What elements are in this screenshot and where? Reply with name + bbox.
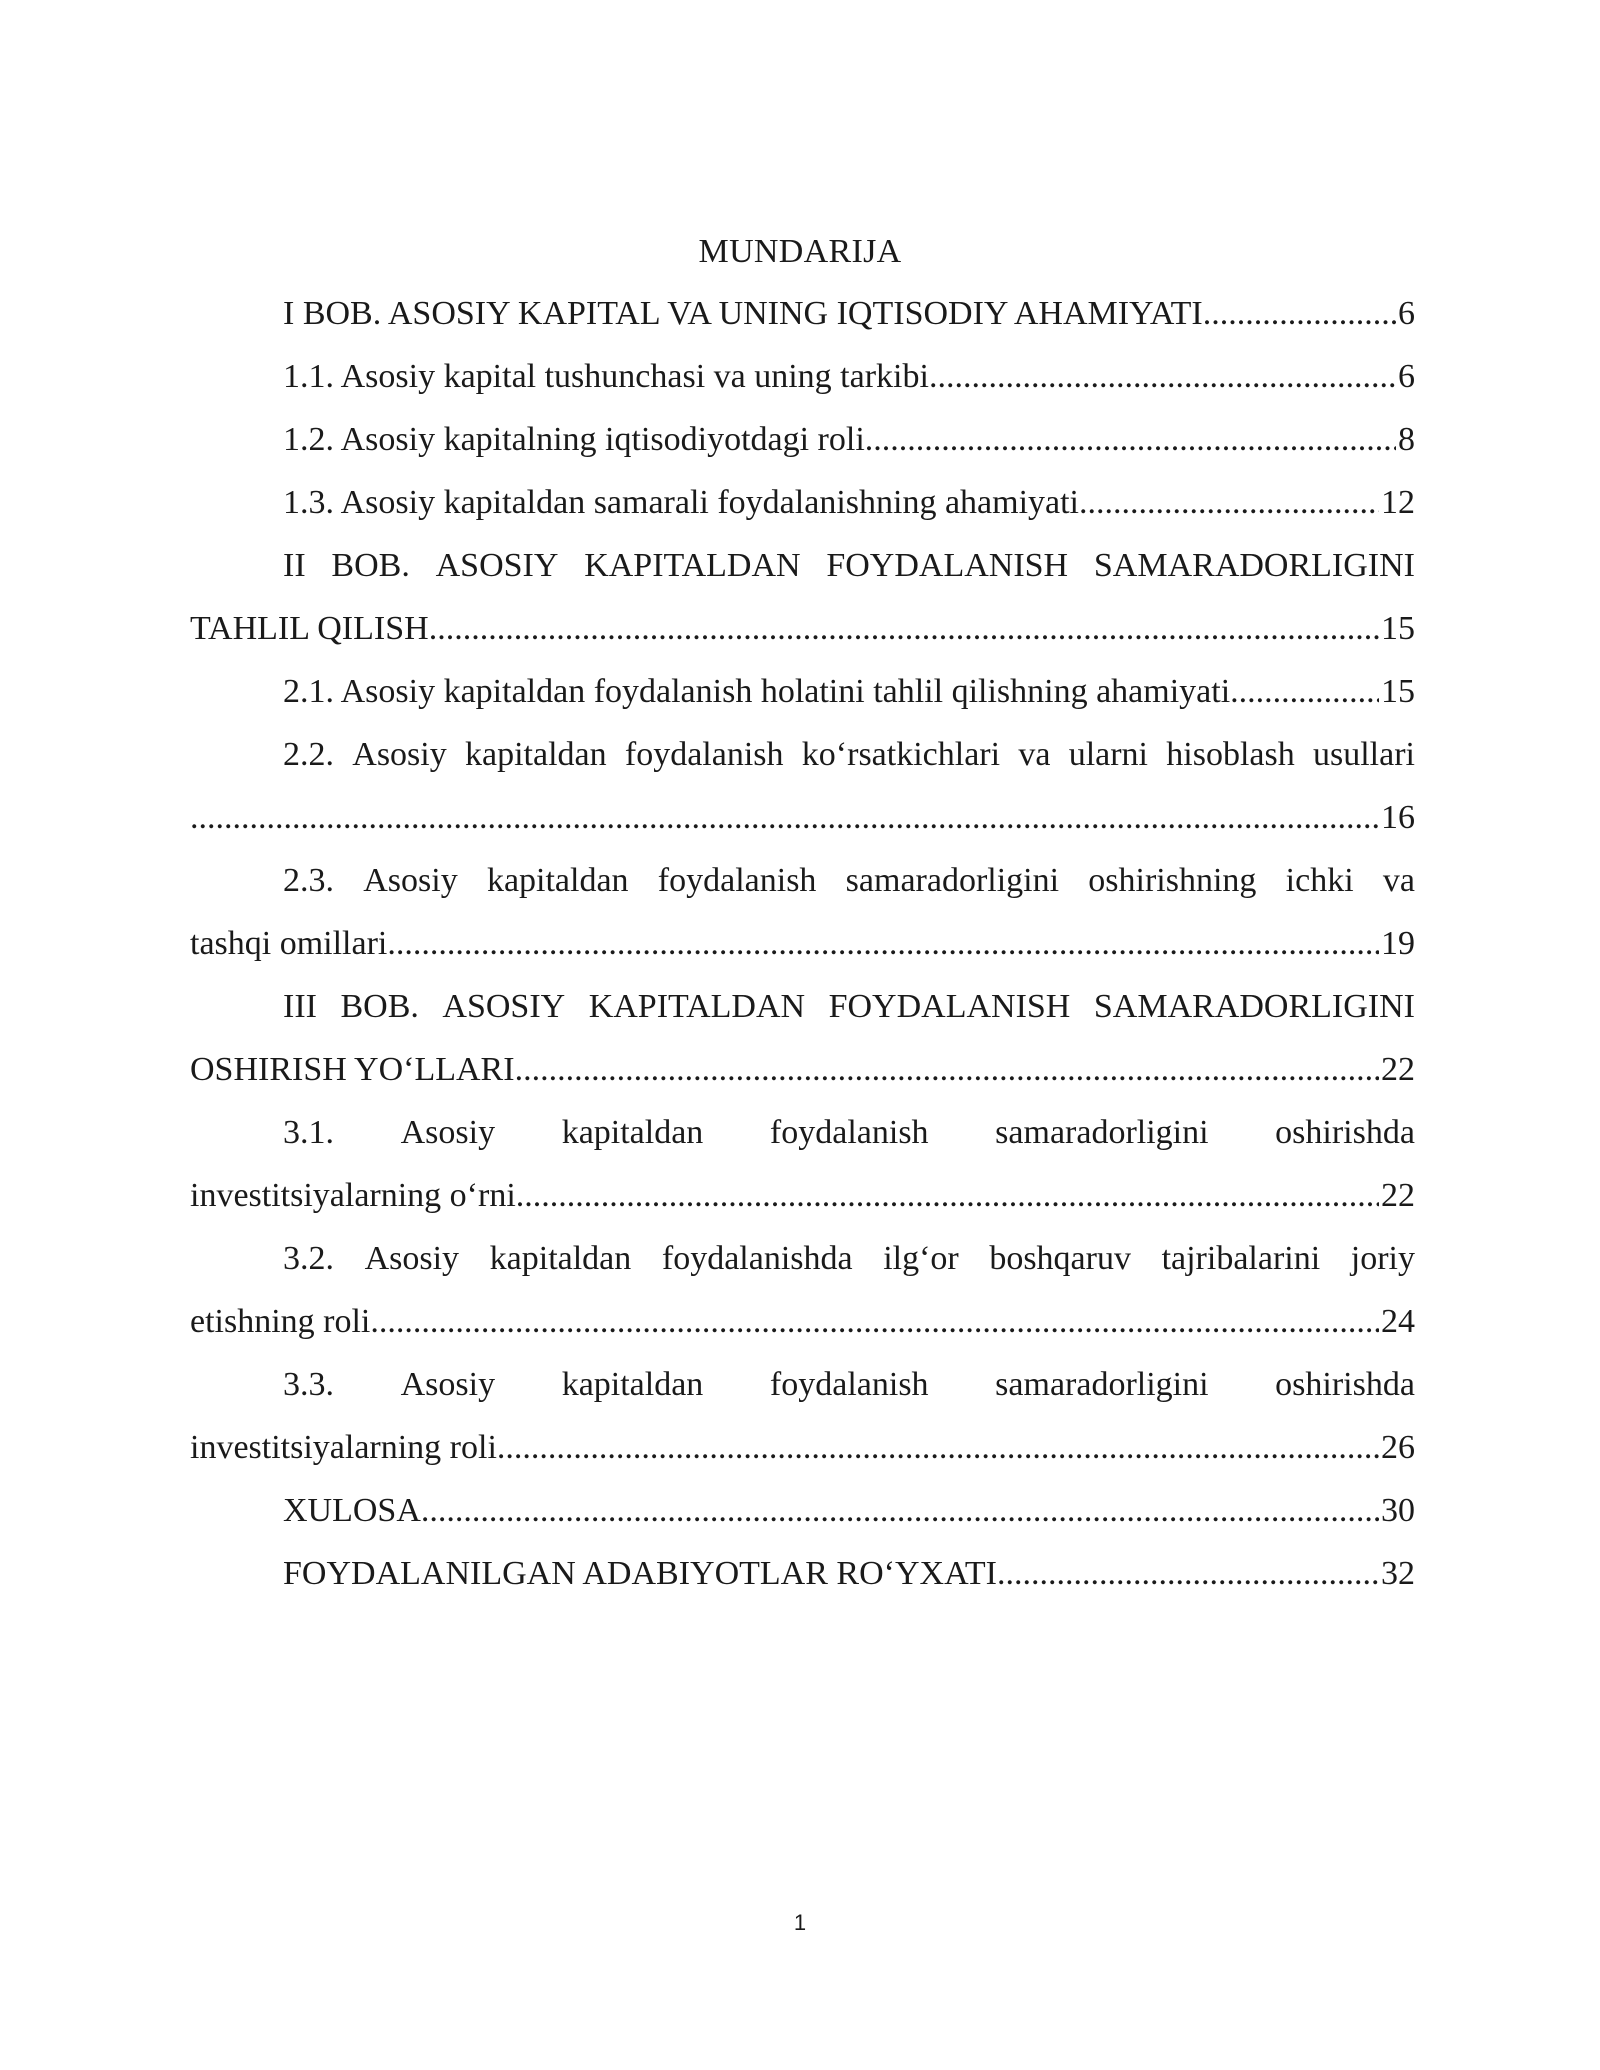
toc-word: ilg‘or [883, 1240, 959, 1277]
toc-page-number: 24 [1381, 1303, 1415, 1340]
toc-entry-section-2-2-line1[interactable] [190, 729, 1415, 792]
toc-word: ko‘rsatkichlari [801, 736, 1001, 773]
toc-entry-text: I BOB. ASOSIY KAPITAL VA UNING IQTISODIY AHAMIYATI [283, 295, 1203, 332]
toc-page-number: 30 [1381, 1492, 1415, 1529]
toc-entry-section-3-3-line1[interactable] [190, 1359, 1415, 1422]
toc-entry-section-2-2-line2[interactable] [190, 792, 1415, 855]
toc-word: ichki [1285, 862, 1354, 899]
toc-page-number: 19 [1381, 925, 1415, 962]
toc-entry-section-3-2-line2[interactable] [190, 1296, 1415, 1359]
toc-entry-section-3-1-line1[interactable] [190, 1107, 1415, 1170]
toc-page-number: 32 [1381, 1555, 1415, 1592]
toc-word: foydalanish [769, 1366, 929, 1403]
toc-word: oshirishda [1275, 1114, 1415, 1151]
toc-page-number: 12 [1381, 484, 1415, 521]
toc-entry-text: etishning roli [190, 1303, 371, 1340]
toc-entry-section-1-3[interactable] [190, 477, 1415, 540]
toc-word: kapitaldan [489, 1240, 632, 1277]
toc-word: 2.3. [283, 862, 334, 899]
toc-entry-section-1-2[interactable] [190, 414, 1415, 477]
toc-word: va [1018, 736, 1051, 773]
toc-word: Asosiy [400, 1114, 496, 1151]
toc-entry-section-1-1[interactable] [190, 351, 1415, 414]
toc-word: KAPITALDAN [588, 988, 806, 1025]
toc-entry-text: 2.1. Asosiy kapitaldan foydalanish holatini tahlil qilishning ahamiyati [283, 673, 1231, 710]
toc-word: foydalanishda [661, 1240, 853, 1277]
toc-word: 2.2. [283, 736, 334, 773]
toc-word: kapitaldan [465, 736, 607, 773]
toc-word: 3.2. [283, 1240, 334, 1277]
toc-entry-chapter-2-line2[interactable] [190, 603, 1415, 666]
dot-leader [515, 1044, 1379, 1096]
toc-word: kapitaldan [561, 1114, 704, 1151]
toc-entry-section-3-1-line2[interactable] [190, 1170, 1415, 1233]
toc-word: Asosiy [400, 1366, 496, 1403]
dot-leader [929, 351, 1396, 403]
toc-page-number: 6 [1398, 295, 1415, 332]
dot-leader [997, 1548, 1379, 1600]
toc-word: samaradorligini [845, 862, 1060, 899]
toc-entry-section-2-3-line1[interactable] [190, 855, 1415, 918]
toc-title: MUNDARIJA [698, 233, 902, 270]
toc-page-number: 15 [1381, 610, 1415, 647]
toc-word: FOYDALANISH [826, 547, 1069, 584]
toc-entry-text: investitsiyalarning roli [190, 1429, 497, 1466]
toc-entry-conclusion[interactable] [190, 1485, 1415, 1548]
toc-word: usullari [1312, 736, 1415, 773]
toc-word: foydalanish [624, 736, 784, 773]
toc-word: FOYDALANISH [828, 988, 1071, 1025]
toc-word: Asosiy [352, 736, 447, 773]
toc-word: 3.1. [283, 1114, 334, 1151]
page-number: 1 [793, 1910, 807, 1935]
toc-word: II [283, 547, 306, 584]
toc-word: boshqaruv [989, 1240, 1131, 1277]
dot-leader [497, 1422, 1379, 1474]
toc-page-number: 26 [1381, 1429, 1415, 1466]
toc-word: foydalanish [769, 1114, 929, 1151]
toc-entry-text: 1.2. Asosiy kapitalning iqtisodiyotdagi roli [283, 421, 865, 458]
toc-page-number: 22 [1381, 1177, 1415, 1214]
toc-entry-text: 1.1. Asosiy kapital tushunchasi va uning tarkibi [283, 358, 929, 395]
toc-word: SAMARADORLIGINI [1093, 988, 1415, 1025]
dot-leader [387, 918, 1379, 970]
toc-entry-chapter-3-line2[interactable] [190, 1044, 1415, 1107]
toc-word: Asosiy [364, 1240, 460, 1277]
dot-leader [1079, 477, 1379, 529]
toc-word: BOB. [340, 988, 419, 1025]
toc-word: ASOSIY [435, 547, 559, 584]
toc-entry-section-2-1[interactable] [190, 666, 1415, 729]
toc-word: SAMARADORLIGINI [1093, 547, 1415, 584]
dot-leader [429, 603, 1379, 655]
toc-word: samaradorligini [995, 1114, 1209, 1151]
toc-word: joriy [1350, 1240, 1415, 1277]
dot-leader [516, 1170, 1379, 1222]
toc-word: oshirishda [1275, 1366, 1415, 1403]
dot-leader [190, 792, 1379, 844]
toc-entry-text: XULOSA [283, 1492, 421, 1529]
toc-entry-text: investitsiyalarning o‘rni [190, 1177, 516, 1214]
toc-entry-section-3-2-line1[interactable] [190, 1233, 1415, 1296]
toc-word: samaradorligini [995, 1366, 1209, 1403]
toc-word: hisoblash [1166, 736, 1295, 773]
toc-page-number: 16 [1381, 799, 1415, 836]
toc-word: 3.3. [283, 1366, 334, 1403]
toc-entry-section-2-3-line2[interactable] [190, 918, 1415, 981]
toc-entry-text: OSHIRISH YO‘LLARI [190, 1051, 515, 1088]
toc-word: ularni [1068, 736, 1148, 773]
dot-leader [865, 414, 1396, 466]
toc-word: va [1382, 862, 1415, 899]
toc-word: KAPITALDAN [584, 547, 801, 584]
toc-entry-text: TAHLIL QILISH [190, 610, 429, 647]
dot-leader [1203, 288, 1396, 340]
toc-entry-text: tashqi omillari [190, 925, 388, 962]
toc-page-number: 22 [1381, 1051, 1415, 1088]
toc-word: ASOSIY [442, 988, 566, 1025]
toc-word: kapitaldan [561, 1366, 704, 1403]
toc-entry-chapter-2-line1[interactable] [190, 540, 1415, 603]
toc-entry-references[interactable] [190, 1548, 1415, 1611]
toc-page-number: 15 [1381, 673, 1415, 710]
toc-entry-section-3-3-line2[interactable] [190, 1422, 1415, 1485]
toc-entry-chapter-3-line1[interactable] [190, 981, 1415, 1044]
dot-leader [370, 1296, 1379, 1348]
toc-entry-text: FOYDALANILGAN ADABIYOTLAR RO‘YXATI [283, 1555, 997, 1592]
toc-entry-chapter-1[interactable] [190, 288, 1415, 351]
toc-word: kapitaldan [486, 862, 629, 899]
dot-leader [421, 1485, 1379, 1537]
toc-word: III [283, 988, 317, 1025]
toc-word: BOB. [331, 547, 410, 584]
toc-word: foydalanish [657, 862, 817, 899]
toc-entry-text: 1.3. Asosiy kapitaldan samarali foydalanishning ahamiyati [283, 484, 1079, 521]
toc-word: Asosiy [363, 862, 458, 899]
toc-word: tajribalarini [1161, 1240, 1321, 1277]
toc-page-number: 6 [1398, 358, 1415, 395]
toc-page-number: 8 [1398, 421, 1415, 458]
table-of-contents [190, 288, 1415, 1611]
dot-leader [1230, 666, 1379, 718]
toc-word: oshirishning [1088, 862, 1257, 899]
